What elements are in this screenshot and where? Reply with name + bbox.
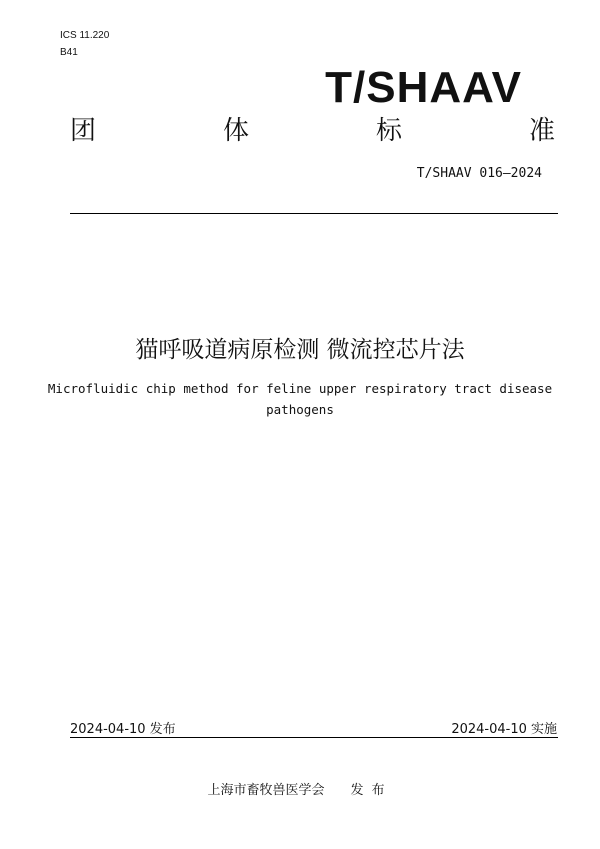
implement-date: 2024-04-10 实施 xyxy=(451,722,557,737)
standard-type-char: 体 xyxy=(222,116,249,146)
issuer-name: 上海市畜牧兽医学会 xyxy=(207,783,325,798)
standard-type-char: 标 xyxy=(375,116,402,146)
standard-logo: T/SHAAV xyxy=(325,63,522,112)
standard-type-heading xyxy=(70,118,555,150)
issued-label: 发布 xyxy=(350,783,393,798)
standard-number: T/SHAAV 016—2024 xyxy=(416,166,542,181)
title-english: Microfluidic chip method for feline upper respiratory tract disease pathogens xyxy=(47,381,553,417)
standard-type-char: 准 xyxy=(528,116,555,146)
standard-type-char: 团 xyxy=(70,116,97,146)
issuer-line xyxy=(0,779,600,798)
classification-code: B41 xyxy=(60,47,78,58)
publish-date: 2024-04-10 发布 xyxy=(70,722,176,737)
header-divider xyxy=(70,213,558,214)
ics-code: ICS 11.220 xyxy=(60,30,110,41)
title-chinese: 猫呼吸道病原检测 微流控芯片法 xyxy=(135,337,465,363)
footer-divider xyxy=(70,737,558,738)
